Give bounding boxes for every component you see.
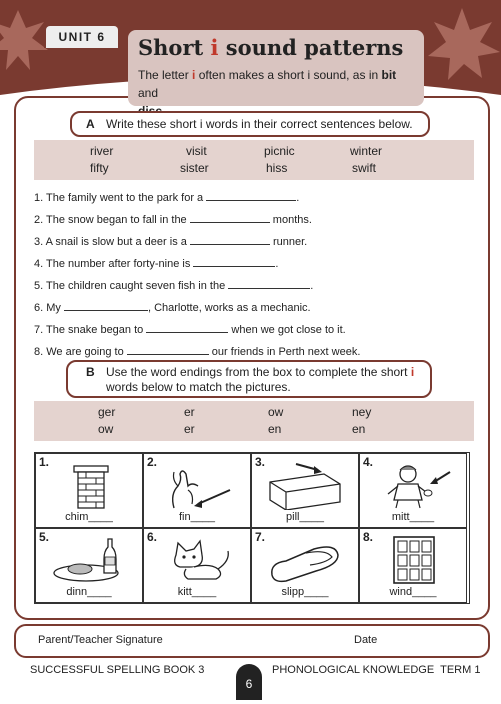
picture-cell: 4. mitt____ (359, 453, 467, 528)
ending-item: ger (98, 405, 116, 419)
sentence-7: 7. The snake began to when we got close to it. (34, 324, 346, 336)
ending-item: ow (268, 405, 284, 419)
unit-label: UNIT 6 (44, 24, 120, 48)
section-a-text: Write these short i words in their correct sentences below. (106, 117, 413, 131)
picture-word: mitt____ (391, 511, 435, 523)
sentence-4: 4. The number after forty-nine is . (34, 258, 279, 270)
signature-bar (14, 624, 490, 658)
section-a-word-box (34, 140, 474, 180)
window-icon (374, 535, 454, 585)
picture-cell: 2. fin____ (143, 453, 251, 528)
picture-cell: 1. chim____ (35, 453, 143, 528)
section-b-text-line1: Use the word endings from the box to complete the short i (106, 365, 415, 379)
ending-item: er (184, 422, 195, 436)
section-b-letter: B (86, 365, 95, 379)
word-box-item: sister (180, 161, 209, 175)
date-label: Date (354, 634, 378, 646)
picture-word: kitt____ (177, 586, 217, 598)
word-box-item: river (90, 144, 114, 158)
slipper-icon (266, 535, 346, 585)
intro-text: The letter i often makes a short i sound, as in bit and (138, 68, 397, 100)
ending-item: ow (98, 422, 114, 436)
ending-item: en (268, 422, 282, 436)
picture-word: pill____ (286, 511, 324, 523)
picture-cell: 6. kitt____ (143, 528, 251, 603)
answer-blank[interactable] (146, 322, 228, 333)
footer-book-title: SUCCESSFUL SPELLING BOOK 3 (30, 664, 205, 676)
pillow-icon (266, 460, 346, 510)
word-box-item: winter (350, 144, 383, 158)
signature-label: Parent/Teacher Signature (38, 634, 163, 646)
ending-item: en (352, 422, 366, 436)
mitten-icon (374, 460, 454, 510)
picture-word: slipp____ (281, 586, 329, 598)
ending-item: er (184, 405, 195, 419)
sentence-8: 8. We are going to our friends in Perth next week. (34, 346, 361, 358)
word-box-item: picnic (264, 144, 295, 158)
section-a-letter: A (86, 117, 95, 131)
sentence-3: 3. A snail is slow but a deer is a runner. (34, 236, 308, 248)
section-b-instruction (66, 360, 432, 398)
answer-blank[interactable] (127, 344, 209, 355)
picture-word: chim____ (65, 511, 113, 523)
answer-blank[interactable] (64, 300, 148, 311)
picture-word: wind____ (389, 586, 437, 598)
page-number: 6 (236, 664, 262, 700)
sentence-6: 6. My , Charlotte, works as a mechanic. (34, 302, 311, 314)
section-b-text-line2: words below to match the pictures. (106, 380, 291, 394)
picture-cell: 7. slipp____ (251, 528, 359, 603)
chimney-icon (50, 460, 130, 510)
sentence-5: 5. The children caught seven fish in the . (34, 280, 314, 292)
section-a-instruction (70, 111, 430, 137)
kitten-icon (158, 535, 238, 585)
sentence-2: 2. The snow began to fall in the months. (34, 214, 312, 226)
answer-blank[interactable] (193, 256, 275, 267)
picture-word: dinn____ (66, 586, 112, 598)
answer-blank[interactable] (190, 212, 270, 223)
footer-section: PHONOLOGICAL KNOWLEDGE TERM 1 (272, 664, 481, 676)
picture-cell: 3. pill____ (251, 453, 359, 528)
word-box-item: hiss (266, 161, 288, 175)
word-box-item: visit (186, 144, 207, 158)
answer-blank[interactable] (190, 234, 270, 245)
dinner-icon (50, 535, 130, 585)
answer-blank[interactable] (206, 190, 296, 201)
picture-word: fin____ (178, 511, 216, 523)
answer-blank[interactable] (228, 278, 310, 289)
picture-cell: 8. wind____ (359, 528, 467, 603)
section-b-endings-box (34, 401, 474, 441)
finger-icon (158, 460, 238, 510)
picture-grid (34, 452, 470, 604)
page-title: Short i sound patterns (138, 35, 404, 60)
word-box-item: fifty (90, 161, 109, 175)
picture-cell: 5. dinn____ (35, 528, 143, 603)
sentence-1: 1. The family went to the park for a . (34, 192, 300, 204)
word-box-item: swift (352, 161, 376, 175)
ending-item: ney (352, 405, 372, 419)
